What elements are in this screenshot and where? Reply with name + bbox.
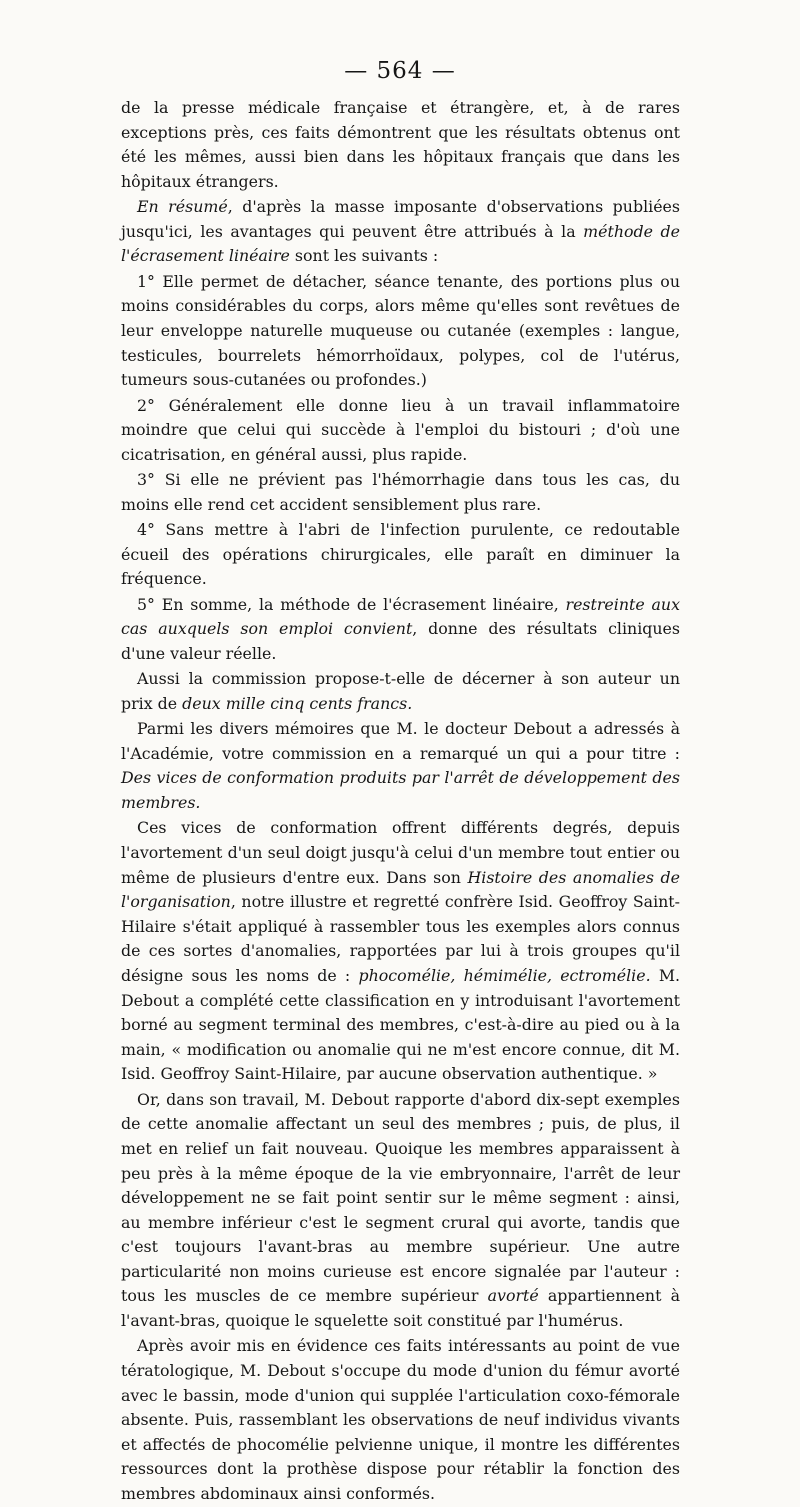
paragraph — [121, 1088, 680, 1334]
text-run: sont les suivants : — [289, 246, 439, 266]
text-run: de la presse médicale française et étrangère, et, à de rares exceptions près, ces faits démontrent que les résultats obtenus ont été les mêmes, aussi bien dans les hôpitaux français que dans les hôpitaux étrangers. — [121, 98, 680, 191]
text-run: 2° Généralement elle donne lieu à un travail inflammatoire moindre que celui qui succède à l'emploi du bistouri ; d'où une cicatrisation, en général aussi, plus rapide. — [121, 395, 680, 464]
text-run: Parmi les divers mémoires que M. le docteur Debout a adressés à l'Académie, votre commission en a remarqué un qui a pour titre : — [121, 719, 680, 763]
text-run: 1° Elle permet de détacher, séance tenante, des portions plus ou moins considérables du corps, alors même qu'elles sont revêtues de leur enveloppe naturelle muqueuse ou cutanée (exemples : langue, testicules, bourrelets hémorrhoïdaux, polypes, col de l'utérus, tumeurs sous-cutanées ou profondes.) — [121, 271, 680, 390]
list-item — [121, 518, 680, 592]
text-run: 3° Si elle ne prévient pas l'hémorrhagie dans tous les cas, du moins elle rend cet accident sensiblement plus rare. — [121, 470, 680, 514]
list-item — [121, 468, 680, 517]
paragraph — [121, 1334, 680, 1506]
italic-text: méthode de l'écrasement linéaire — [121, 221, 680, 266]
text-run: 4° Sans mettre à l'abri de l'infection purulente, ce redoutable écueil des opérations chirurgicales, elle paraît en diminuer la fréquence. — [121, 520, 680, 589]
text-run: , d'après la masse imposante d'observations publiées jusqu'ici, les avantages qui peuvent être attribués à la — [121, 197, 680, 241]
text-run: Aussi la commission propose-t-elle de décerner à son auteur un prix de — [121, 669, 680, 713]
list-item — [121, 593, 680, 667]
list-item — [121, 270, 680, 393]
body-text — [121, 96, 680, 1507]
text-run: Ces vices de conformation offrent différents degrés, depuis l'avortement d'un seul doigt jusqu'à celui d'un membre tout entier ou même de plusieurs d'entre eux. Dans son — [121, 818, 680, 887]
text-run: appartiennent à l'avant-bras, quoique le squelette soit constitué par l'humérus. — [121, 1286, 680, 1331]
text-run: Après avoir mis en évidence ces faits intéressants au point de vue tératologique, M. Debout s'occupe du mode d'union du fémur avorté avec le bassin, mode d'union qui supplée l'articulation coxo-fémorale absente. Puis, rassemblant les observations de neuf individus vivants et affectés de phocomélie pelvienne unique, il montre les différentes ressources dont la prothèse dispose pour rétablir la fonction des membres abdominaux ainsi conformés. — [121, 1336, 680, 1504]
text-run: , notre illustre et regretté confrère Isid. Geoffroy Saint-Hilaire s'était appliqué à rassembler tous les exemples alors connus de ces sortes d'anomalies, rapportées par lui à trois groupes qu'il désigne sous les noms de : — [121, 892, 680, 985]
italic-text: deux mille cinq cents francs. — [182, 693, 413, 713]
text-run: 5° En somme, la méthode de l'écrasement linéaire, — [137, 594, 566, 614]
page-number: — 564 — — [344, 58, 456, 84]
text-run: , donne des résultats cliniques d'une valeur réelle. — [121, 619, 680, 663]
list-item — [121, 394, 680, 468]
paragraph — [121, 667, 680, 716]
italic-text: phocomélie, hémimélie, ectromélie. — [358, 965, 651, 985]
paragraph — [121, 195, 680, 269]
text-run: Or, dans son travail, M. Debout rapporte d'abord dix-sept exemples de cette anomalie affectant un seul des membres ; puis, de plus, il met en relief un fait nouveau. Quoique les membres apparaissent à peu près à la même époque de la vie embryonnaire, l'arrêt de leur développement ne se fait point sentir sur le même segment : ainsi, au membre inférieur c'est le segment crural qui avorte, tandis que c'est toujours l'avant-bras au membre supérieur. Une autre particularité non moins curieuse est encore signalée par l'auteur : tous les muscles de ce membre supérieur — [121, 1089, 680, 1306]
paragraph — [121, 717, 680, 815]
italic-text: avorté — [487, 1286, 539, 1306]
italic-text: Des vices de conformation produits par l'arrêt de développement des membres. — [121, 768, 680, 812]
text-run: M. Debout a complété cette classification en y introduisant l'avortement borné au segment terminal des membres, c'est-à-dire au pied ou à la main, « modification ou anomalie qui ne m'est encore connue, dit M. Isid. Geoffroy Saint-Hilaire, par aucune observation authentique. » — [121, 965, 681, 1084]
paragraph — [121, 816, 680, 1087]
paragraph — [121, 96, 680, 194]
italic-text: Histoire des anomalies de l'organisation — [121, 867, 680, 912]
italic-text: restreinte aux cas auxquels son emploi convient — [121, 594, 680, 639]
italic-text: En résumé — [137, 197, 228, 217]
